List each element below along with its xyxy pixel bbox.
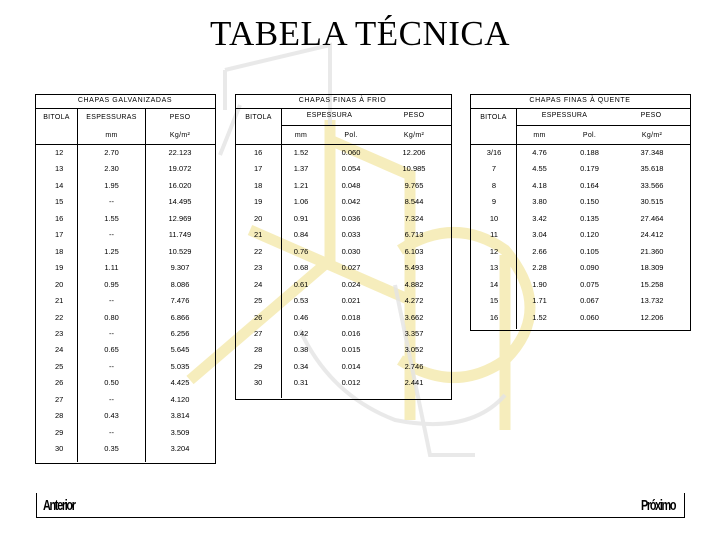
column-subheader: Pol.	[344, 132, 358, 139]
table-cell: 25	[55, 361, 64, 371]
column-header: ESPESSURAS	[86, 114, 137, 121]
table-cell: 15.258	[640, 279, 664, 289]
table-cell: 18.309	[640, 263, 664, 273]
table-cell: 2.70	[104, 148, 119, 157]
table-cell: 0.027	[341, 263, 361, 273]
table-cell: 0.46	[293, 312, 309, 322]
column-subheader: Kg/m²	[641, 132, 663, 139]
table-cell: 0.024	[341, 279, 361, 289]
table-cell: 30.515	[640, 197, 664, 207]
table-cell: 1.37	[293, 164, 309, 174]
table-cell: 0.91	[293, 213, 309, 223]
table-cell: --	[109, 394, 114, 404]
column-subheader: Kg/m²	[403, 132, 425, 139]
table-cell: 11	[490, 230, 498, 240]
table-cell: 22	[55, 312, 64, 322]
table-cell: 23	[55, 328, 64, 338]
table-cell: 35.618	[640, 164, 664, 174]
table-cell: 0.054	[341, 164, 361, 174]
table-cell: 6.256	[170, 328, 190, 338]
table-cell: 6.103	[404, 246, 424, 256]
table-cell: 22.123	[168, 148, 192, 157]
table-cell: 19.072	[168, 164, 192, 174]
column-subheader: mm	[294, 132, 308, 139]
table-cell: 0.120	[580, 230, 599, 240]
table-cell: 27.464	[640, 213, 664, 223]
table-cell: 0.50	[104, 378, 119, 388]
table-cell: 0.35	[104, 444, 119, 454]
table-cell: 0.048	[341, 180, 361, 190]
table-cell: 3/16	[486, 148, 502, 157]
table-cell: 28	[55, 411, 64, 421]
table-cell: 0.68	[293, 263, 309, 273]
table-cell: 21	[55, 296, 64, 306]
table-cell: 1.21	[293, 180, 309, 190]
table-cell: 0.015	[341, 345, 361, 355]
table-cell: 4.272	[404, 296, 424, 306]
table-cell: 3.80	[532, 197, 547, 207]
table-cell: 1.52	[532, 312, 547, 322]
table-cell: 3.509	[170, 427, 190, 437]
table-cell: 0.033	[341, 230, 361, 240]
column-header: BITOLA	[480, 114, 507, 121]
column-subheader: Kg/m²	[169, 132, 191, 139]
next-button[interactable]: Próximo	[641, 497, 676, 514]
table-cell: 0.150	[580, 197, 599, 207]
table-cell: 12.206	[640, 312, 664, 322]
table-cell: 5.493	[404, 263, 424, 273]
table-cell: 4.425	[170, 378, 190, 388]
table-cell: 5.035	[170, 361, 190, 371]
table-cell: 9.765	[404, 180, 424, 190]
table-cell: 3.357	[404, 328, 424, 338]
table-cell: 1.90	[532, 279, 547, 289]
table-cell: --	[109, 296, 114, 306]
table-cell: 1.95	[104, 180, 119, 190]
column-header: ESPESSURA	[306, 112, 353, 119]
table-cell: 1.11	[104, 263, 119, 273]
table-cell: 19	[55, 263, 64, 273]
table-cell: 2.30	[104, 164, 119, 174]
table-cell: 24.412	[640, 230, 664, 240]
table-cell: 9	[491, 197, 497, 207]
table-cell: 11.749	[168, 230, 192, 240]
table-cell: 17	[254, 164, 263, 174]
table-cell: 0.53	[293, 296, 309, 306]
table-cell: 0.179	[580, 164, 599, 174]
table-cell: 0.042	[341, 197, 361, 207]
table-cell: 0.38	[293, 345, 309, 355]
column-header: ESPESSURA	[541, 112, 588, 119]
table-cell: 16	[55, 213, 64, 223]
table-cell: 15	[489, 296, 499, 306]
table-cell: 6.713	[404, 230, 424, 240]
table-cell: 4.18	[532, 180, 547, 190]
table-cell: 0.65	[104, 345, 119, 355]
column-header: PESO	[403, 112, 425, 119]
table-cell: 3.052	[404, 345, 424, 355]
table-cell: 2.441	[404, 378, 424, 388]
table-cell: 37.348	[640, 148, 664, 157]
table-cell: --	[109, 328, 114, 338]
table-cell: 0.84	[293, 230, 309, 240]
table-cell: 0.95	[104, 279, 119, 289]
next-nav-bar	[350, 493, 685, 518]
table-cell: 8	[491, 180, 497, 190]
table-cell: 3.204	[170, 444, 190, 454]
table-cell: 21	[254, 230, 263, 240]
column-header: PESO	[169, 114, 191, 121]
table-cell: 12	[55, 148, 64, 157]
column-subheader: Pol.	[582, 132, 597, 139]
table-cell: 22	[254, 246, 263, 256]
table-cell: 4.76	[532, 148, 547, 157]
table-cell: 14	[55, 180, 64, 190]
column-subheader: mm	[105, 132, 118, 139]
table-cell: 1.25	[104, 246, 119, 256]
table-cell: 27	[254, 328, 263, 338]
table-cell: 23	[254, 263, 263, 273]
table-cell: 0.067	[580, 296, 599, 306]
table-cell: 3.04	[532, 230, 547, 240]
table-cell: 0.42	[293, 328, 309, 338]
table-cell: 3.42	[532, 213, 547, 223]
table-cell: 25	[254, 296, 263, 306]
table-cell: 26	[55, 378, 64, 388]
column-header: BITOLA	[245, 114, 272, 121]
table-cell: 3.814	[170, 411, 190, 421]
table-cell: 0.135	[580, 213, 599, 223]
table-cell: 16	[254, 148, 263, 157]
column-header: BITOLA	[43, 114, 70, 121]
table-cell: --	[109, 361, 114, 371]
table-cell: 0.036	[341, 213, 361, 223]
table-cell: 0.012	[341, 378, 361, 388]
table-cell: 20	[55, 279, 64, 289]
table-cell: 8.086	[170, 279, 190, 289]
table-cell: 0.060	[341, 148, 361, 157]
table-cell: 0.075	[580, 279, 599, 289]
table-cell: 0.61	[293, 279, 309, 289]
table-cell: 0.016	[341, 328, 361, 338]
table-cell: 27	[55, 394, 64, 404]
table-cell: 15	[55, 197, 64, 207]
table-cell: 7.324	[404, 213, 424, 223]
table-cell: 0.021	[341, 296, 361, 306]
table-caption: CHAPAS FINAS À FRIO	[298, 97, 387, 104]
table-cell: 0.188	[580, 148, 599, 157]
table-cell: 0.090	[580, 263, 599, 273]
table-cell: 20	[254, 213, 263, 223]
table-cell: 1.06	[293, 197, 309, 207]
table-cell: 9.307	[170, 263, 190, 273]
table-cell: 1.52	[293, 148, 309, 157]
table-caption: CHAPAS GALVANIZADAS	[77, 97, 173, 104]
table-cell: 33.566	[640, 180, 664, 190]
table-cell: 0.164	[580, 180, 599, 190]
column-subheader: mm	[533, 132, 546, 139]
table-cell: 0.43	[104, 411, 119, 421]
table-cell: 2.28	[532, 263, 547, 273]
table-cell: 16.020	[168, 180, 192, 190]
table-cell: 0.105	[580, 246, 599, 256]
table-cell: 5.645	[170, 345, 190, 355]
table-cell: 1.55	[104, 213, 119, 223]
table-cell: 10	[489, 213, 499, 223]
table-cell: 26	[254, 312, 263, 322]
table-caption: CHAPAS FINAS À QUENTE	[529, 97, 631, 104]
table-cell: 0.76	[293, 246, 309, 256]
table-cell: 0.80	[104, 312, 119, 322]
table-cell: --	[109, 197, 114, 207]
table-cell: 21.360	[640, 246, 664, 256]
table-cell: 29	[254, 361, 263, 371]
table-cell: 4.55	[532, 164, 547, 174]
table-cell: 7.476	[170, 296, 190, 306]
page-title: TABELA TÉCNICA	[209, 14, 511, 53]
table-cell: 30	[55, 444, 64, 454]
table-cell: 29	[55, 427, 64, 437]
table-cell: 0.030	[341, 246, 361, 256]
table-cell: 13.732	[640, 296, 664, 306]
table-cell: 0.31	[293, 378, 309, 388]
table-cell: 4.882	[404, 279, 424, 289]
table-cell: 3.662	[404, 312, 424, 322]
table-cell: 2.746	[404, 361, 424, 371]
table-cell: 18	[55, 246, 64, 256]
table-cell: 2.66	[532, 246, 547, 256]
table-cell: 6.866	[170, 312, 190, 322]
table-cell: 4.120	[170, 394, 190, 404]
table-cell: 0.014	[341, 361, 361, 371]
table-cell: 12.206	[402, 148, 426, 157]
table-cell: --	[109, 230, 114, 240]
table-cell: 24	[55, 345, 64, 355]
table-cell: 0.060	[580, 312, 599, 322]
table-cell: 13	[55, 164, 64, 174]
table-cell: 0.34	[293, 361, 309, 371]
table-cell: 14	[489, 279, 499, 289]
table-cell: 1.71	[532, 296, 547, 306]
table-cell: 10.529	[168, 246, 192, 256]
previous-button[interactable]: Anterior	[43, 497, 75, 514]
table-cell: 7	[491, 164, 497, 174]
table-cell: 10.985	[402, 164, 426, 174]
table-cell: 18	[254, 180, 263, 190]
table-cell: 24	[254, 279, 263, 289]
prev-nav-bar	[36, 493, 367, 518]
table-cell: 12.969	[168, 213, 192, 223]
table-cell: --	[109, 427, 114, 437]
table-cell: 14.495	[168, 197, 192, 207]
table-cell: 8.544	[404, 197, 424, 207]
column-header: PESO	[640, 112, 662, 119]
table-cell: 28	[254, 345, 263, 355]
table-cell: 17	[55, 230, 64, 240]
table-cell: 13	[489, 263, 499, 273]
table-cell: 12	[489, 246, 499, 256]
table-cell: 30	[254, 378, 263, 388]
table-cell: 0.018	[341, 312, 361, 322]
table-cell: 19	[254, 197, 263, 207]
table-cell: 16	[489, 312, 499, 322]
